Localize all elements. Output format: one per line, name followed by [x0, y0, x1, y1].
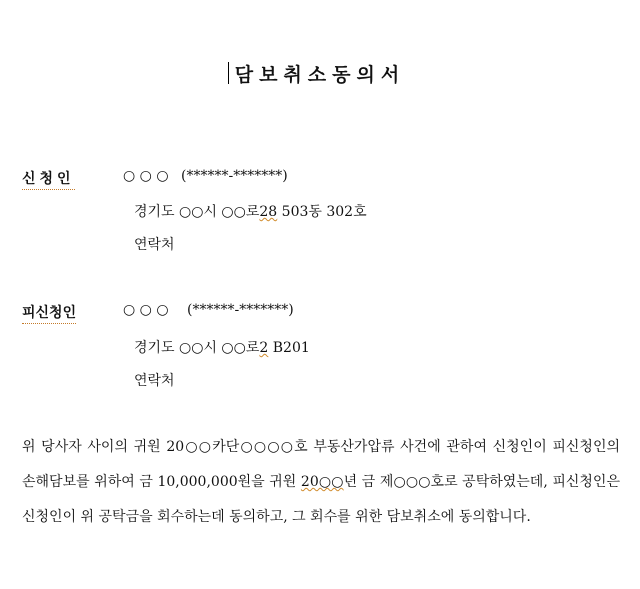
applicant-contact: 연락처 [134, 237, 175, 253]
respondent-name-line [123, 302, 294, 318]
applicant-address-post: 503동 302호 [277, 204, 367, 220]
respondent-address [134, 337, 310, 357]
applicant-id: (******-*******) [181, 168, 288, 184]
consent-text-year: 20○○ [300, 474, 344, 490]
applicant-name: ○ ○ ○ [123, 168, 169, 184]
consent-text-part1: 위 당사자 사이의 귀원 20○○카단○○○○호 부동산가압류 사건에 관하여 신청인이 피신청인의 손해담보를 위하여 금 10,000,000원을 귀원 [22, 439, 620, 490]
respondent-contact: 연락처 [134, 373, 175, 389]
applicant-name-line [123, 168, 288, 184]
applicant-address-num: 28 [259, 204, 278, 220]
applicant-label: 신청인 [22, 168, 75, 190]
document-title: 담보취소동의서 [234, 64, 406, 86]
respondent-address-post: B201 [268, 340, 310, 356]
consent-text-part3: 년 금 제○○○호로 공탁하였는데, 피신청인은 신청인이 위 공탁금을 회수하는데 동의하고, 그 회수를 위한 담보취소에 동의합니다. [22, 474, 620, 525]
respondent-label: 피신청인 [22, 302, 76, 324]
respondent-address-num: 2 [259, 340, 269, 356]
respondent-name: ○ ○ ○ [123, 302, 169, 318]
respondent-address-pre: 경기도 ○○시 ○○로 [134, 340, 260, 356]
applicant-address [134, 201, 367, 221]
applicant-address-pre: 경기도 ○○시 ○○로 [134, 204, 260, 220]
respondent-id: (******-*******) [187, 302, 294, 318]
consent-paragraph [22, 430, 620, 535]
